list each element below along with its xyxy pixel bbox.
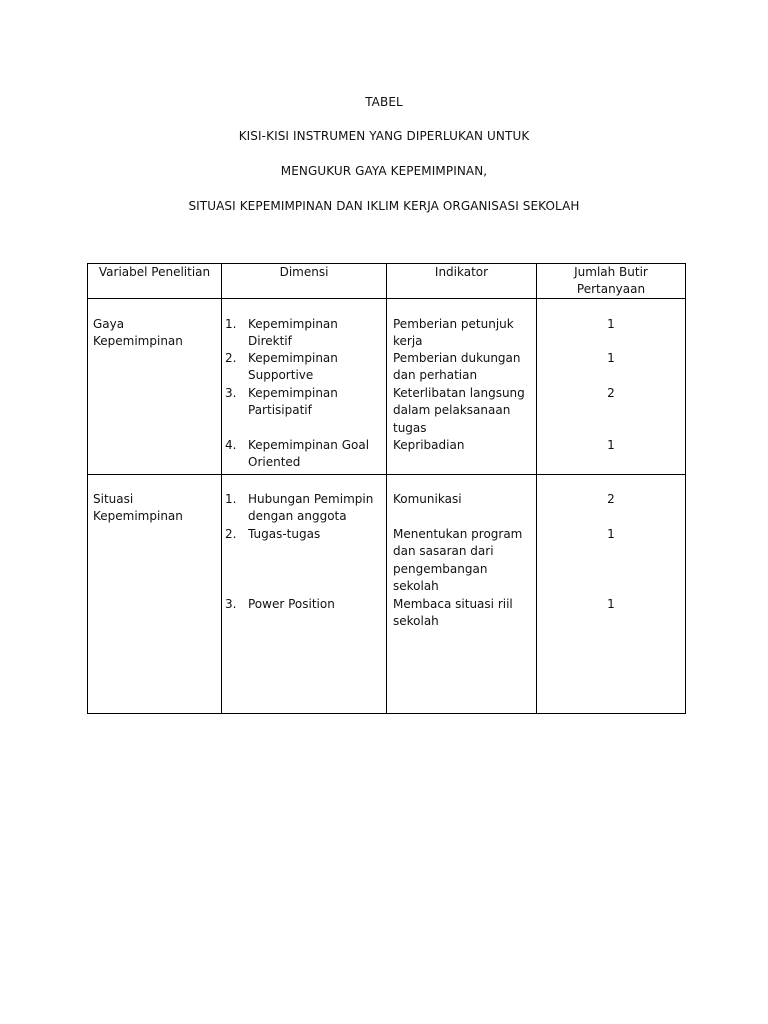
- table-col-divider-2: [386, 263, 387, 714]
- dimensi-number: 1.: [225, 317, 237, 331]
- dimensi-text: Oriented: [248, 455, 301, 469]
- header-jumlah-line-2: Pertanyaan: [576, 282, 646, 296]
- table-col-divider-1: [221, 263, 222, 714]
- jumlah-count: 1: [607, 317, 615, 331]
- dimensi-text: Kepemimpinan: [248, 351, 338, 365]
- indikator-text: kerja: [393, 334, 423, 348]
- dimensi-number: 3.: [225, 597, 237, 611]
- dimensi-number: 2.: [225, 351, 237, 365]
- dimensi-number: 3.: [225, 386, 237, 400]
- dimensi-text: dengan anggota: [248, 509, 347, 523]
- dimensi-text: Direktif: [248, 334, 292, 348]
- indikator-text: Kepribadian: [393, 438, 465, 452]
- indikator-text: Keterlibatan langsung: [393, 386, 525, 400]
- jumlah-count: 2: [607, 386, 615, 400]
- dimensi-text: Kepemimpinan: [248, 317, 338, 331]
- jumlah-count: 1: [607, 527, 615, 541]
- jumlah-count: 1: [607, 438, 615, 452]
- table-border-left: [87, 263, 88, 714]
- table-border-right: [685, 263, 686, 714]
- indikator-text: sekolah: [393, 614, 439, 628]
- dimensi-number: 2.: [225, 527, 237, 541]
- indikator-text: Pemberian petunjuk: [393, 317, 514, 331]
- dimensi-text: Hubungan Pemimpin: [248, 492, 374, 506]
- indikator-text: Pemberian dukungan: [393, 351, 521, 365]
- document-subtitle-line-2: MENGUKUR GAYA KEPEMIMPINAN,: [280, 164, 488, 178]
- variabel-gaya-line-1: Gaya: [93, 317, 125, 331]
- jumlah-count: 2: [607, 492, 615, 506]
- jumlah-count: 1: [607, 597, 615, 611]
- indikator-text: pengembangan: [393, 562, 488, 576]
- indikator-text: sekolah: [393, 579, 439, 593]
- variabel-gaya-line-2: Kepemimpinan: [93, 334, 183, 348]
- dimensi-number: 1.: [225, 492, 237, 506]
- jumlah-count: 1: [607, 351, 615, 365]
- document-subtitle-line-3: SITUASI KEPEMIMPINAN DAN IKLIM KERJA ORGANISASI SEKOLAH: [188, 199, 580, 213]
- dimensi-text: Kepemimpinan Goal: [248, 438, 370, 452]
- header-indikator: Indikator: [434, 265, 489, 279]
- indikator-text: Komunikasi: [393, 492, 462, 506]
- dimensi-text: Power Position: [248, 597, 335, 611]
- dimensi-text: Kepemimpinan: [248, 386, 338, 400]
- variabel-situasi-line-2: Kepemimpinan: [93, 509, 183, 523]
- indikator-text: dan sasaran dari: [393, 544, 494, 558]
- indikator-text: dalam pelaksanaan: [393, 403, 511, 417]
- dimensi-text: Partisipatif: [248, 403, 312, 417]
- indikator-text: dan perhatian: [393, 368, 478, 382]
- header-variabel: Variabel Penelitian: [98, 265, 211, 279]
- document-subtitle-line-1: KISI-KISI INSTRUMEN YANG DIPERLUKAN UNTUK: [238, 129, 530, 143]
- indikator-text: Menentukan program: [393, 527, 523, 541]
- header-jumlah-line-1: Jumlah Butir: [574, 265, 648, 279]
- indikator-text: tugas: [393, 421, 427, 435]
- indikator-text: Membaca situasi riil: [393, 597, 513, 611]
- dimensi-text: Supportive: [248, 368, 314, 382]
- dimensi-text: Tugas-tugas: [248, 527, 321, 541]
- variabel-situasi-line-1: Situasi: [93, 492, 134, 506]
- dimensi-number: 4.: [225, 438, 237, 452]
- header-dimensi: Dimensi: [279, 265, 329, 279]
- document-title: TABEL: [365, 95, 403, 109]
